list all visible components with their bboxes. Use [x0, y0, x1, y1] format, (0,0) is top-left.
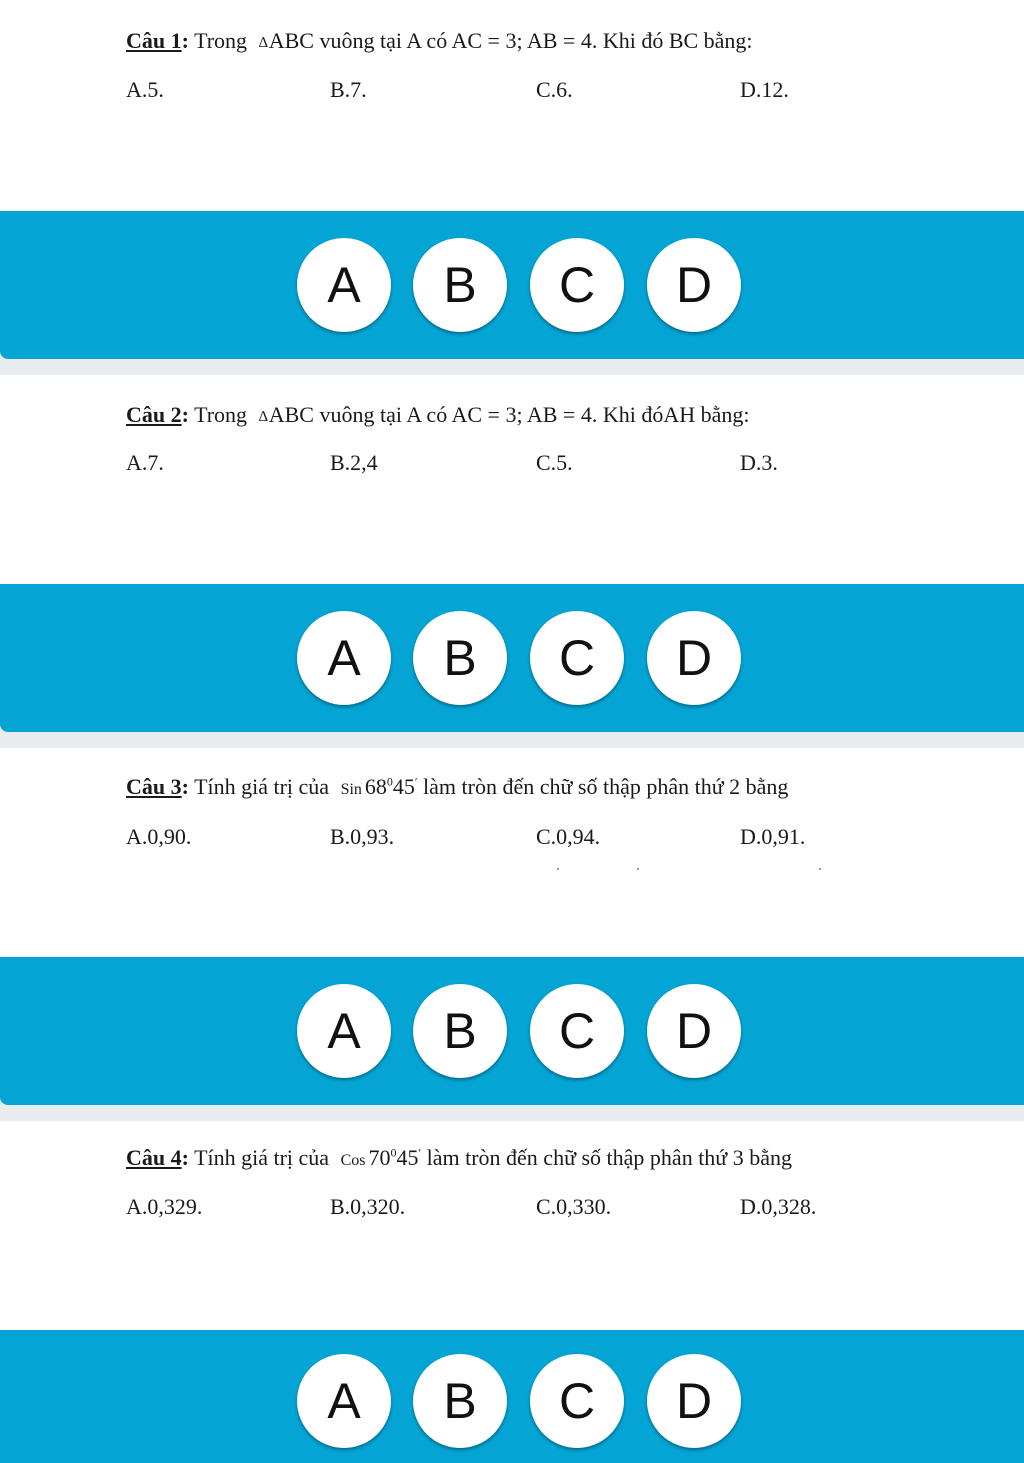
question-stem: ABC vuông tại A có AC = 3; AB = 4. Khi đóAH bằng:	[268, 402, 750, 427]
question-card-1	[0, 0, 1024, 211]
answer-button-c[interactable]: C	[530, 984, 624, 1078]
triangle-icon: ∆	[258, 409, 268, 425]
question-text-1: Câu 1: Trong ∆ABC vuông tại A có AC = 3; AB = 4. Khi đó BC bằng:	[126, 28, 753, 53]
answer-button-c[interactable]: C	[530, 1354, 624, 1448]
question-stem-pre: Tính giá trị của	[194, 1145, 335, 1170]
answer-bar-4	[0, 1330, 1024, 1463]
stray-dot	[637, 868, 639, 870]
option-d: D.3.	[740, 450, 778, 475]
answer-button-a[interactable]: A	[297, 1354, 391, 1448]
answer-button-d[interactable]: D	[647, 611, 741, 705]
answer-button-c[interactable]: C	[530, 611, 624, 705]
trig-function: Sin	[340, 781, 362, 798]
answer-button-b[interactable]: B	[413, 1354, 507, 1448]
trig-function: Cos	[340, 1152, 366, 1169]
answer-button-d[interactable]: D	[647, 238, 741, 332]
angle-degrees: $68^045'$	[364, 774, 418, 799]
question-card-4	[0, 1121, 1024, 1330]
answer-bar-1	[0, 211, 1024, 359]
stray-dot	[557, 868, 559, 870]
answer-button-a[interactable]: A	[297, 984, 391, 1078]
question-stem-pre: Trong	[194, 402, 253, 427]
answer-button-b[interactable]: B	[413, 611, 507, 705]
question-label: Câu 3	[126, 774, 182, 799]
answer-button-b[interactable]: B	[413, 984, 507, 1078]
question-card-2	[0, 375, 1024, 584]
option-d: D.12.	[740, 77, 789, 102]
question-stem-pre: Trong	[194, 28, 253, 53]
question-card-3	[0, 748, 1024, 957]
option-c: C.6.	[536, 77, 573, 102]
question-stem: ABC vuông tại A có AC = 3; AB = 4. Khi đó BC bằng:	[268, 28, 753, 53]
question-label: Câu 1	[126, 28, 182, 53]
answer-button-b[interactable]: B	[413, 238, 507, 332]
option-b: B.2,4	[330, 450, 378, 475]
option-a: A.0,329.	[126, 1194, 203, 1219]
option-c: C.0,94.	[536, 824, 601, 849]
stray-dot	[819, 868, 821, 870]
option-a: A.5.	[126, 77, 164, 102]
question-label: Câu 4	[126, 1145, 182, 1170]
question-stem-pre: Tính giá trị của	[194, 774, 335, 799]
answer-bar-2	[0, 584, 1024, 732]
answer-button-c[interactable]: C	[530, 238, 624, 332]
question-text-2: Câu 2: Trong ∆ABC vuông tại A có AC = 3; AB = 4. Khi đóAH bằng:	[126, 402, 750, 427]
option-c: C.0,330.	[536, 1194, 612, 1219]
answer-button-d[interactable]: D	[647, 1354, 741, 1448]
answer-button-d[interactable]: D	[647, 984, 741, 1078]
question-stem: làm tròn đến chữ số thập phân thứ 2 bằng	[417, 774, 789, 799]
question-text-3: Câu 3: Tính giá trị của Sin $68^045'$ làm tròn đến chữ số thập phân thứ 2 bằng	[126, 774, 789, 799]
option-c: C.5.	[536, 450, 573, 475]
question-stem: làm tròn đến chữ số thập phân thứ 3 bằng	[421, 1145, 792, 1170]
option-d: D.0,328.	[740, 1194, 817, 1219]
question-text-4: Câu 4: Tính giá trị của Cos $70^045'$ làm tròn đến chữ số thập phân thứ 3 bằng	[126, 1145, 792, 1170]
option-a: A.7.	[126, 450, 164, 475]
option-d: D.0,91.	[740, 824, 806, 849]
answer-button-a[interactable]: A	[297, 238, 391, 332]
answer-button-a[interactable]: A	[297, 611, 391, 705]
option-b: B.0,320.	[330, 1194, 406, 1219]
question-label: Câu 2	[126, 402, 182, 427]
option-a: A.0,90.	[126, 824, 192, 849]
angle-degrees: $70^045'$	[368, 1145, 422, 1170]
option-b: B.7.	[330, 77, 367, 102]
triangle-icon: ∆	[258, 35, 268, 51]
answer-bar-3	[0, 957, 1024, 1105]
option-b: B.0,93.	[330, 824, 395, 849]
